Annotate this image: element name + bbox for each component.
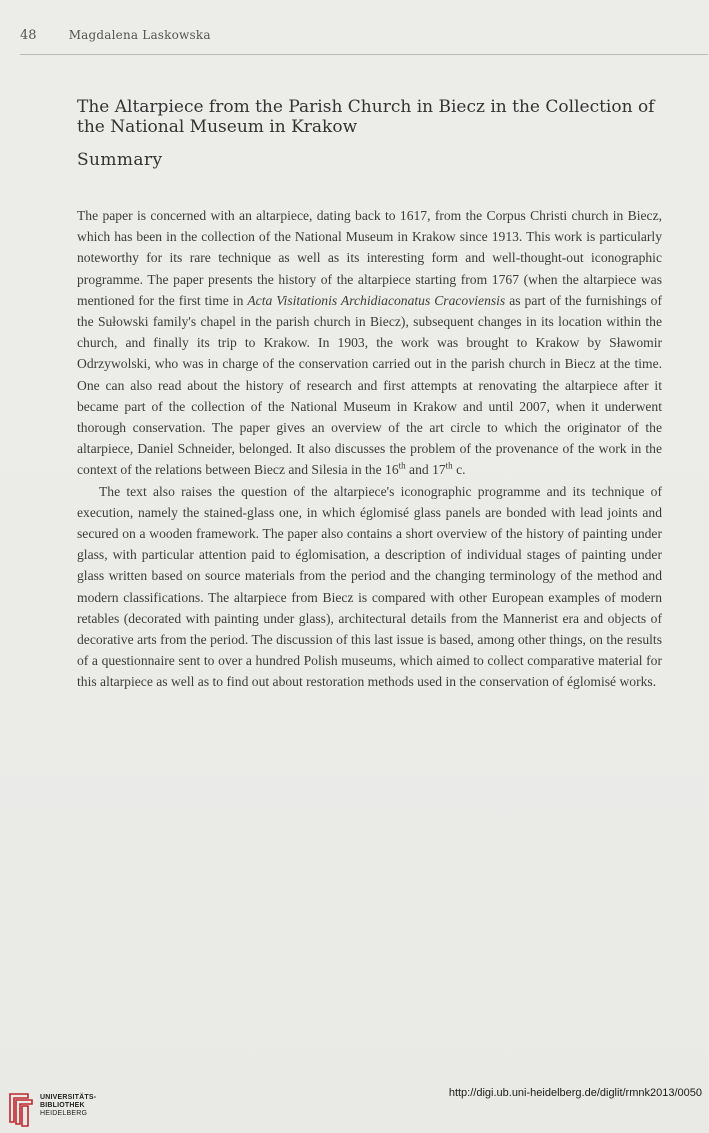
paragraph-1-italic-title: Acta Visitationis Archidiaconatus Cracoviensis bbox=[247, 292, 506, 308]
library-logo[interactable] bbox=[6, 1088, 118, 1128]
summary-paragraph-2: The text also raises the question of the altarpiece's iconographic programme and its technique of execution, namely the stained-glass one, in which églomisé glass panels are bonded with lead joints and secured on a wooden framework. The paper also contains a short overview of the history of painting under glass, with particular attention paid to églomisation, a description of individual stages of painting under glass written based on source materials from the period and the changing terminology of the method and modern classifications. The altarpiece from Biecz is compared with other European examples of modern retables (decorated with painting under glass), architectural details from the Mannerist era and objects of decorative arts from the period. The discussion of this last issue is based, among other things, on the results of a questionnaire sent to over a hundred Polish museums, which aimed to collect comparative material for this altarpiece as well as to find out about restoration methods used in the conservation of églomisé works. bbox=[77, 483, 662, 690]
summary-heading: Summary bbox=[77, 150, 163, 170]
article-title: The Altarpiece from the Parish Church in Biecz in the Collection of the National Museum in Krakow bbox=[77, 97, 655, 137]
superscript-th-1: th bbox=[398, 460, 406, 471]
running-head-author: Magdalena Laskowska bbox=[68, 28, 211, 42]
paragraph-1-text-b: as part of the furnishings of the Sułowski family's chapel in the parish church in Biecz), subsequent changes in its location within the church, and finally its trip to Krakow. In 1903, the work was brought to Krakow by Sławomir Odrzywolski, who was in charge of the conservation carried out in the parish church in Biecz at the time. One can also read about the history of research and first attempts at renovating the altarpiece after it became part of the collection of the National Museum in Krakow and until 2007, when it underwent thorough conservation. The paper gives an overview of the art circle to which the originator of the altarpiece, Daniel Schneider, belonged. It also discusses the problem of the provenance of the work in the context of the relations between Biecz and Silesia in the 16 bbox=[77, 292, 662, 478]
library-column-icon bbox=[6, 1088, 36, 1128]
library-logo-text bbox=[40, 1094, 96, 1118]
paragraph-1-text-d: c. bbox=[452, 462, 466, 478]
paragraph-1-text-a: The paper is concerned with an altarpiece, dating back to 1617, from the Corpus Christi church in Biecz, which has been in the collection of the National Museum in Krakow since 1913. This work is particularly noteworthy for its rare technique as well as its interesting form and well-thought-out iconographic programme. The paper presents the history of the altarpiece starting from 1767 (when the altarpiece was mentioned for the first time in bbox=[77, 208, 662, 308]
header-divider bbox=[20, 54, 708, 55]
logo-line-1: UNIVERSITÄTS- bbox=[40, 1094, 97, 1101]
summary-paragraph-1 bbox=[77, 205, 662, 481]
logo-line-2: BIBLIOTHEK bbox=[40, 1102, 85, 1109]
superscript-th-2: th bbox=[445, 460, 453, 471]
page-number: 48 bbox=[20, 28, 37, 43]
logo-line-3: HEIDELBERG bbox=[40, 1110, 88, 1117]
running-head bbox=[20, 28, 211, 43]
digital-library-url[interactable]: http://digi.ub.uni-heidelberg.de/diglit/rmnk2013/0050 bbox=[448, 1087, 702, 1099]
paragraph-1-text-c: and 17 bbox=[405, 462, 446, 478]
summary-body bbox=[77, 205, 662, 693]
